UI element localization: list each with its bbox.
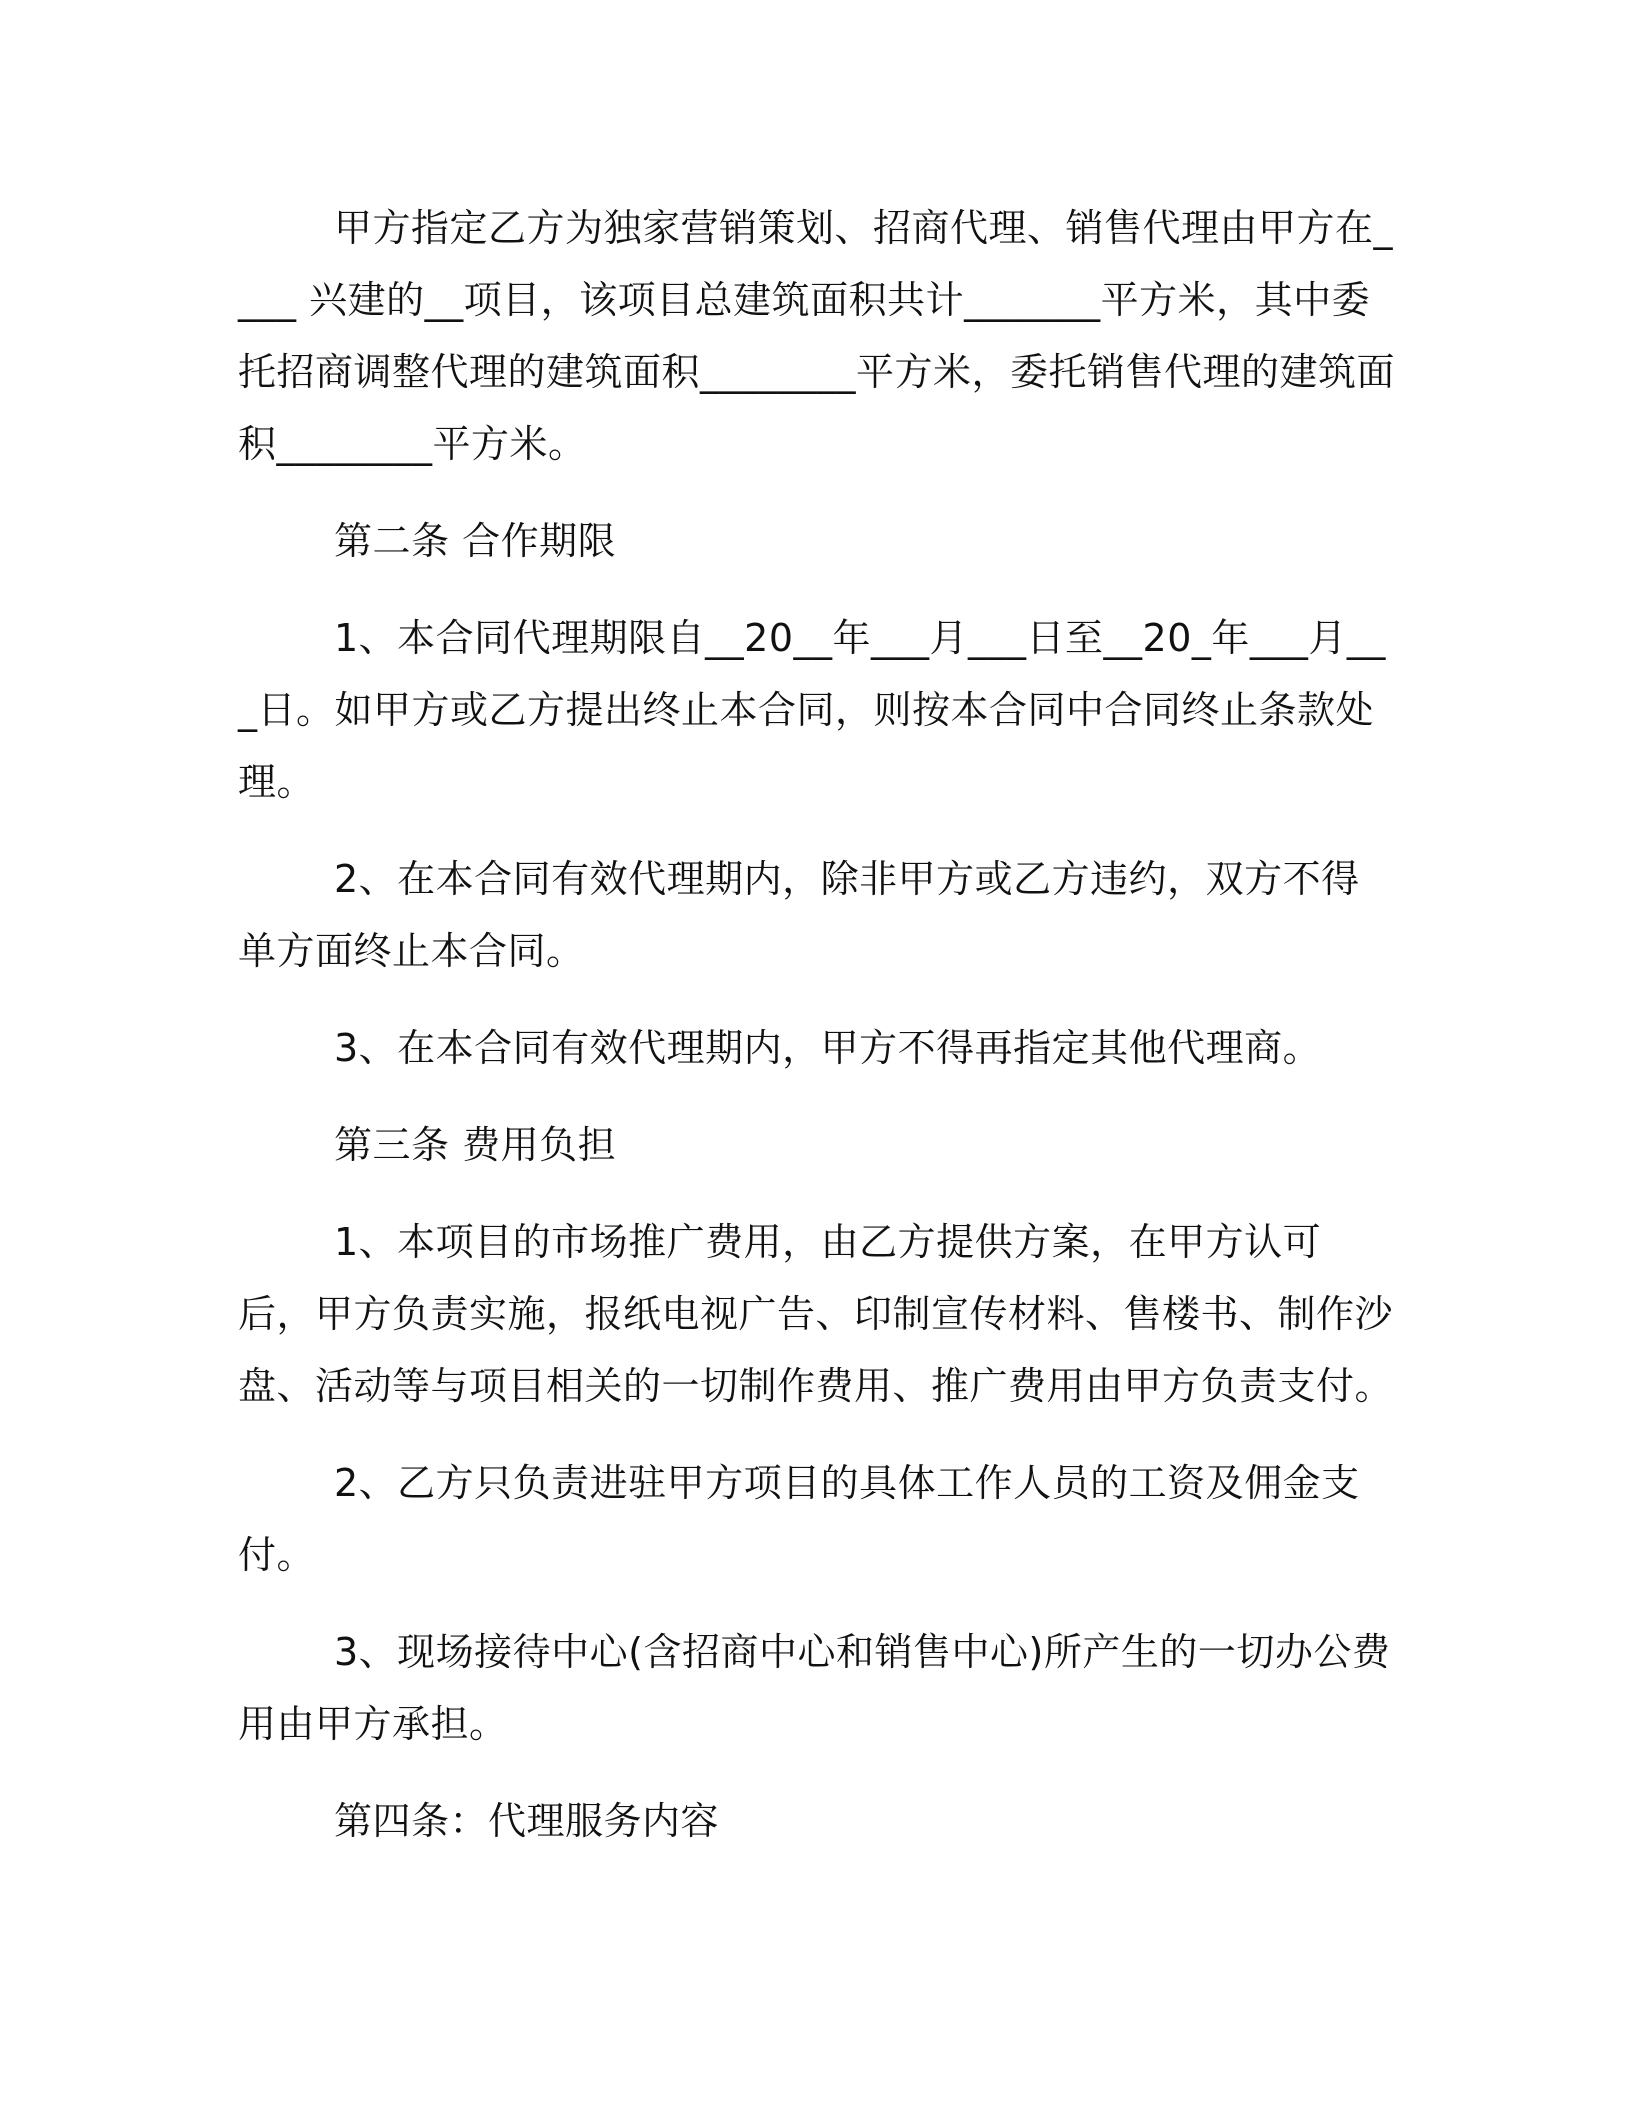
article-2-heading: 第二条 合作期限 [334, 519, 617, 563]
article-3-heading: 第三条 费用负担 [334, 1123, 617, 1167]
article-3-clause-2: 2、乙方只负责进驻甲方项目的具体工作人员的工资及佣金支付。 [238, 1461, 1360, 1577]
article-2-clause-1: 1、本合同代理期限自__20__年___月___日至__20_年___月___日。如甲方或乙方提出终止本合同，则按本合同中合同终止条款处理。 [238, 616, 1386, 804]
article-2-clause-3: 3、在本合同有效代理期内，甲方不得再指定其他代理商。 [334, 1026, 1322, 1070]
document-body [238, 192, 1398, 1882]
article-2-clause-2: 2、在本合同有效代理期内，除非甲方或乙方违约，双方不得单方面终止本合同。 [238, 857, 1360, 973]
paragraph-project-scope: 甲方指定乙方为独家营销策划、招商代理、销售代理由甲方在____ 兴建的__项目，该项目总建筑面积共计_______平方米，其中委托招商调整代理的建筑面积________平方米，委托销售代理的建筑面积________平方米。 [238, 206, 1396, 466]
article-3-clause-3: 3、现场接待中心(含招商中心和销售中心)所产生的一切办公费用由甲方承担。 [238, 1630, 1391, 1746]
article-3-clause-1: 1、本项目的市场推广费用，由乙方提供方案，在甲方认可后，甲方负责实施，报纸电视广告、印制宣传材料、售楼书、制作沙盘、活动等与项目相关的一切制作费用、推广费用由甲方负责支付。 [238, 1220, 1394, 1408]
article-4-heading: 第四条：代理服务内容 [334, 1799, 720, 1843]
